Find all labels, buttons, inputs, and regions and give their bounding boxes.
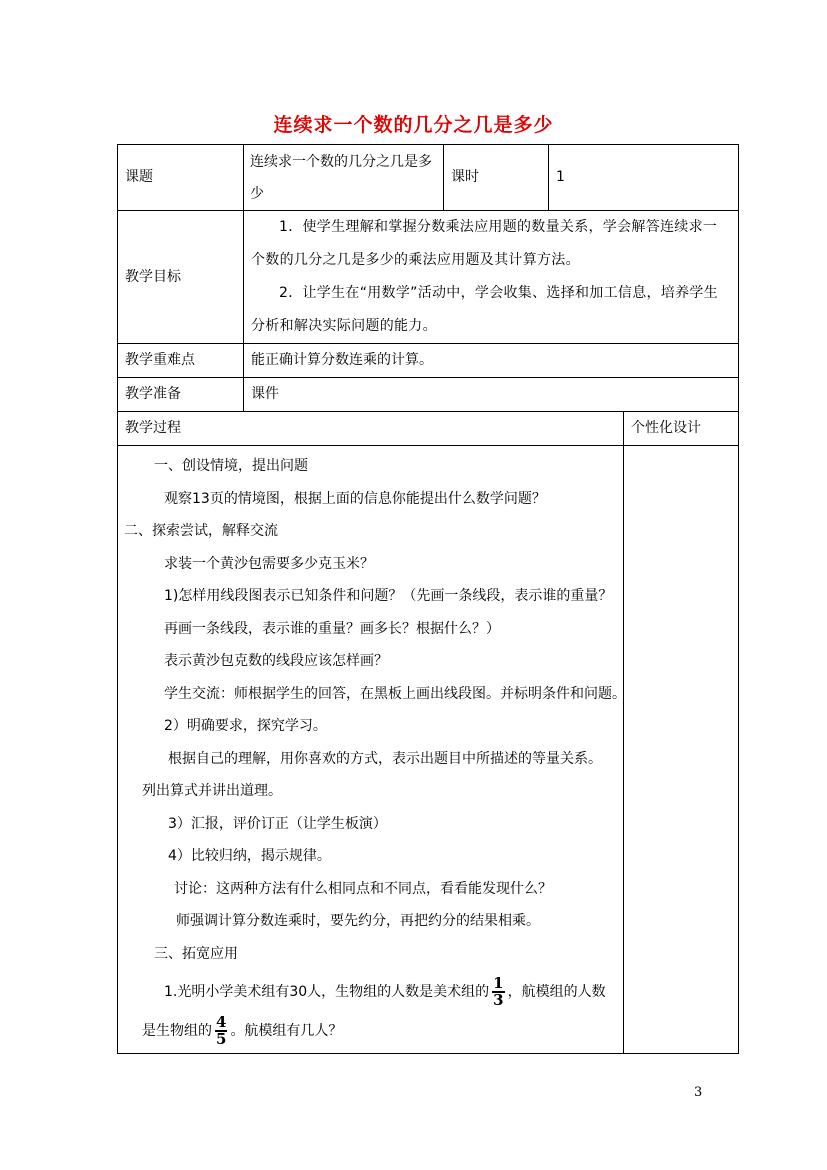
process-line: 再画一条线段，表示谁的重量？画多长？根据什么？） — [164, 620, 500, 637]
process-line: 学生交流：师根据学生的回答，在黑板上画出线段图。并标明条件和问题。 — [164, 685, 626, 702]
custom-design-label: 个性化设计 — [624, 412, 739, 446]
process-line: 2）明确要求，探究学习。 — [164, 718, 327, 734]
period-value: 1 — [549, 145, 739, 211]
question-1-line-2 — [124, 1009, 617, 1053]
process-line: 3）汇报，评价订正（让学生板演） — [168, 815, 387, 832]
process-line: 一、创设情境，提出问题 — [154, 458, 308, 474]
goal-label: 教学目标 — [118, 211, 244, 344]
process-content — [118, 446, 624, 1054]
goal-1: 1．使学生理解和掌握分数乘法应用题的数量关系，学会解答连续求一个数的几分之几是多少的乘法应用题及其计算方法。 — [251, 219, 718, 268]
process-line: 4）比较归纳，揭示规律。 — [168, 848, 331, 864]
question-text: 是生物组的 — [142, 1022, 212, 1039]
question-text: ，航模组的人数 — [507, 984, 606, 1000]
prep-value: 课件 — [244, 378, 739, 412]
process-line: 三、拓宽应用 — [154, 945, 238, 962]
fraction-one-third — [492, 976, 504, 1008]
fraction-four-fifths — [215, 1012, 227, 1048]
question-1-line-1 — [124, 970, 617, 1009]
goal-cell — [244, 211, 739, 344]
process-label: 教学过程 — [118, 412, 624, 446]
custom-design-cell — [624, 446, 739, 1054]
topic-value: 连续求一个数的几分之几是多少 — [244, 145, 444, 211]
process-line: 根据自己的理解，用你喜欢的方式，表示出题目中所描述的等量关系。 — [168, 750, 602, 767]
process-line: 讨论：这两种方法有什么相同点和不同点，看看能发现什么？ — [174, 880, 552, 897]
fraction-numerator: 1 — [493, 974, 504, 992]
fraction-denominator: 5 — [216, 1029, 227, 1048]
key-value: 能正确计算分数连乘的计算。 — [244, 344, 739, 378]
prep-label: 教学准备 — [118, 378, 244, 412]
fraction-denominator: 3 — [493, 991, 504, 1009]
page-number: 3 — [694, 1085, 703, 1100]
process-line: 表示黄沙包克数的线段应该怎样画？ — [164, 653, 388, 669]
lesson-plan-table — [117, 144, 739, 1054]
process-line: 师强调计算分数连乘时，要先约分，再把约分的结果相乘。 — [176, 913, 540, 929]
question-text: 。航模组有几人？ — [230, 1022, 343, 1039]
key-label: 教学重难点 — [118, 344, 244, 378]
process-line: 二、探索尝试，解释交流 — [124, 523, 278, 539]
document-title: 连续求一个数的几分之几是多少 — [273, 114, 554, 136]
period-label: 课时 — [444, 145, 549, 211]
process-line: 列出算式并讲出道理。 — [142, 783, 282, 799]
topic-label: 课题 — [118, 145, 244, 211]
fraction-numerator: 4 — [216, 1012, 227, 1031]
process-line: 1)怎样用线段图表示已知条件和问题？（先画一条线段，表示谁的重量？ — [164, 588, 613, 604]
process-line: 观察13页的情境图，根据上面的信息你能提出什么数学问题？ — [164, 490, 546, 507]
process-line: 求装一个黄沙包需要多少克玉米？ — [164, 555, 374, 572]
goal-2: 2．让学生在“用数学”活动中，学会收集、选择和加工信息，培养学生分析和解决实际问题的能力。 — [251, 285, 719, 334]
question-text: 1.光明小学美术组有30人，生物组的人数是美术组的 — [164, 984, 490, 1000]
